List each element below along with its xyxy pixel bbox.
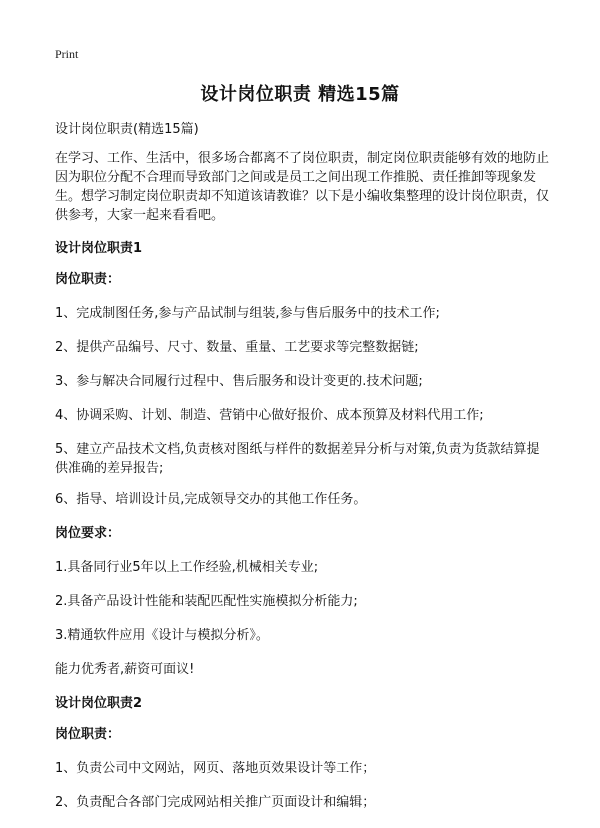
requirement-note: 能力优秀者,薪资可面议! (55, 662, 195, 677)
duty-item: 2、负责配合各部门完成网站相关推广页面设计和编辑； (55, 795, 376, 810)
duty-item: 6、指导、培训设计员,完成领导交办的其他工作任务。 (55, 492, 367, 507)
requirement-item: 2.具备产品设计性能和装配匹配性实施模拟分析能力; (55, 594, 358, 609)
document-subtitle: 设计岗位职责(精选15篇) (55, 122, 199, 137)
duty-item: 4、协调采购、计划、制造、营销中心做好报价、成本预算及材料代用工作; (55, 408, 484, 423)
requirement-item: 1.具备同行业5年以上工作经验,机械相关专业; (55, 560, 319, 575)
duty-item: 5、建立产品技术文档,负责核对图纸与样件的数据差异分析与对策,负责为货款结算提供准确的差异报告; (55, 442, 540, 476)
duty-item: 1、完成制图任务,参与产品试制与组装,参与售后服务中的技术工作; (55, 306, 440, 321)
section-heading-1: 设计岗位职责1 (55, 241, 143, 256)
intro-paragraph: 在学习、工作、生活中，很多场合都离不了岗位职责，制定岗位职责能够有效的地防止因为职位分配不合理而导致部门之间或是员工之间出现工作推脱、责任推卸等现象发生。想学习制定岗位职责却不知道该请教谁？以下是小编收集整理的设计岗位职责，仅供参考，大家一起来看看吧。 (55, 151, 550, 223)
duties-heading-2: 岗位职责： (55, 727, 121, 742)
print-label: Print (55, 47, 79, 61)
requirement-item: 3.精通软件应用《设计与模拟分析》。 (55, 628, 269, 643)
duties-heading-1: 岗位职责： (55, 272, 121, 287)
document-title: 设计岗位职责 精选15篇 (200, 84, 400, 105)
duty-item: 2、提供产品编号、尺寸、数量、重量、工艺要求等完整数据链; (55, 340, 419, 355)
section-heading-2: 设计岗位职责2 (55, 696, 143, 711)
requirements-heading-1: 岗位要求： (55, 526, 121, 541)
duty-item: 1、负责公司中文网站，网页、落地页效果设计等工作； (55, 761, 376, 776)
document-body (55, 120, 552, 827)
duty-item: 3、参与解决合同履行过程中、售后服务和设计变更的.技术问题; (55, 374, 423, 389)
